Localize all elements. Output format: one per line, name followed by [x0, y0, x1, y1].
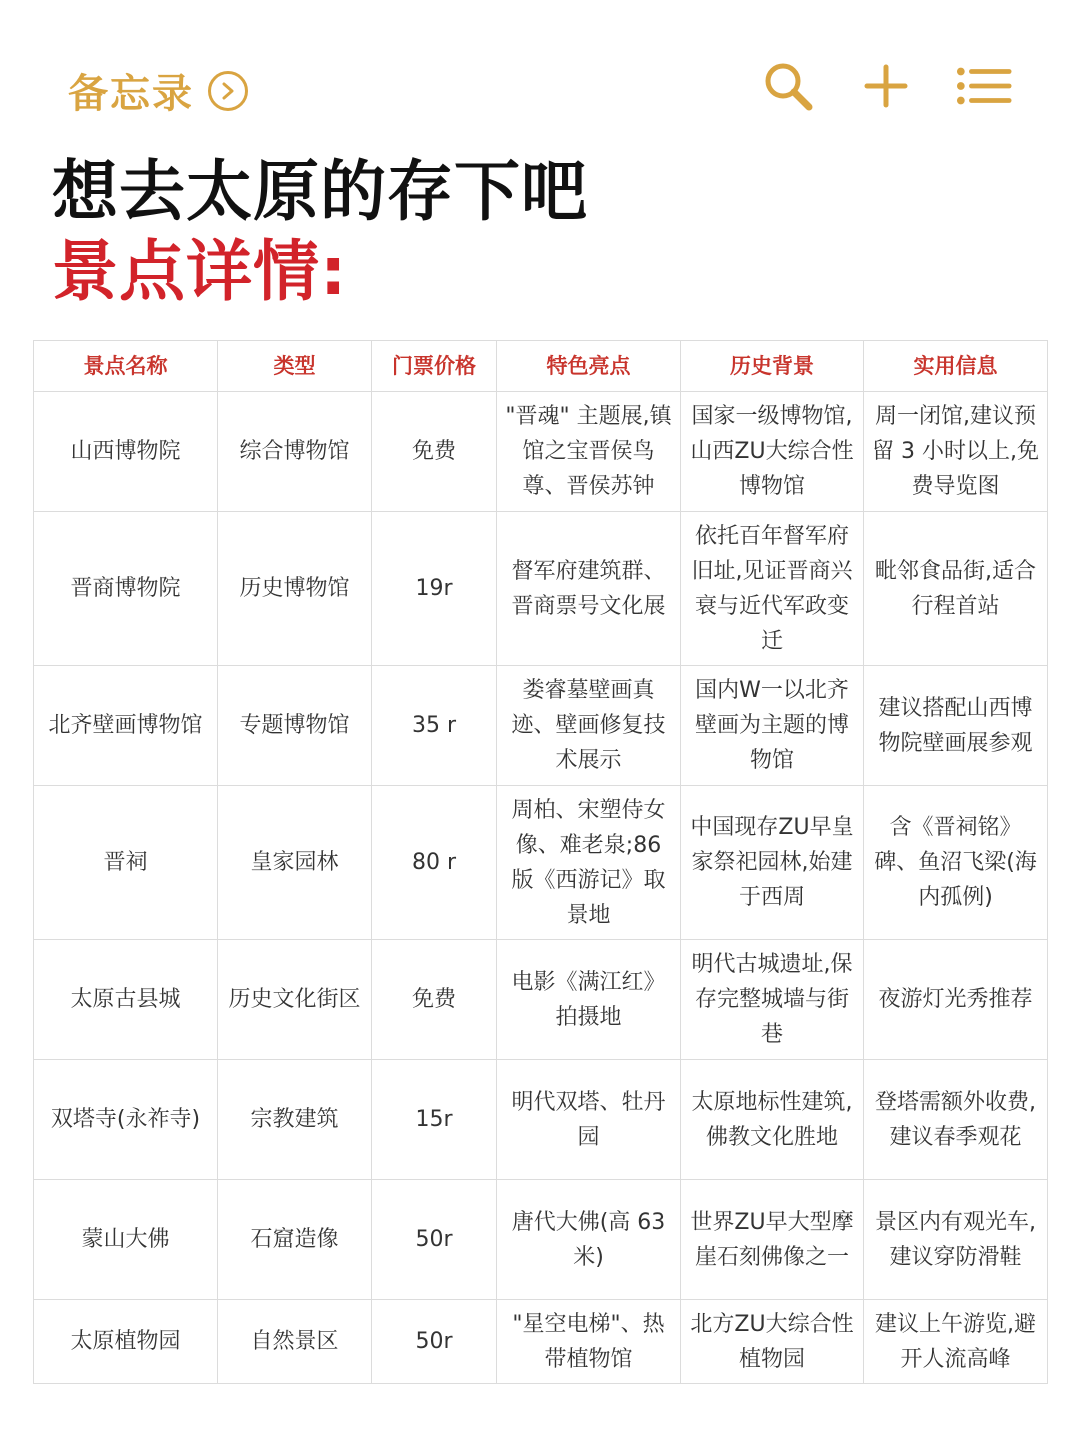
cell-history: 依托百年督军府旧址,见证晋商兴衰与近代军政变迁 [681, 512, 864, 666]
column-header: 类型 [218, 341, 372, 392]
cell-history: 北方ZU大综合性植物园 [681, 1300, 864, 1384]
cell-type: 综合博物馆 [218, 392, 372, 512]
cell-info: 建议搭配山西博物院壁画展参观 [864, 666, 1048, 786]
cell-price: 免费 [372, 940, 497, 1060]
cell-name: 晋商博物院 [34, 512, 218, 666]
chevron-right-icon [208, 71, 248, 111]
cell-info: 周一闭馆,建议预留 3 小时以上,免费导览图 [864, 392, 1048, 512]
cell-price: 35 r [372, 666, 497, 786]
cell-type: 皇家园林 [218, 786, 372, 940]
cell-feature: 督军府建筑群、晋商票号文化展 [497, 512, 681, 666]
cell-price: 19r [372, 512, 497, 666]
top-bar [0, 0, 1080, 130]
cell-name: 太原植物园 [34, 1300, 218, 1384]
cell-history: 太原地标性建筑,佛教文化胜地 [681, 1060, 864, 1180]
column-header: 历史背景 [681, 341, 864, 392]
cell-type: 历史文化街区 [218, 940, 372, 1060]
cell-price: 免费 [372, 392, 497, 512]
cell-history: 国内W一以北齐壁画为主题的博物馆 [681, 666, 864, 786]
attractions-table [33, 340, 1048, 1384]
cell-history: 世界ZU早大型摩崖石刻佛像之一 [681, 1180, 864, 1300]
table-row [34, 1060, 1048, 1180]
table-row [34, 666, 1048, 786]
table-row [34, 1300, 1048, 1384]
cell-type: 专题博物馆 [218, 666, 372, 786]
table-row [34, 786, 1048, 940]
cell-info: 景区内有观光车,建议穿防滑鞋 [864, 1180, 1048, 1300]
cell-history: 国家一级博物馆,山西ZU大综合性博物馆 [681, 392, 864, 512]
column-header: 景点名称 [34, 341, 218, 392]
cell-name: 蒙山大佛 [34, 1180, 218, 1300]
cell-type: 历史博物馆 [218, 512, 372, 666]
cell-price: 80 r [372, 786, 497, 940]
table-row [34, 512, 1048, 666]
back-button[interactable] [68, 62, 248, 119]
cell-name: 山西博物院 [34, 392, 218, 512]
cell-feature: 唐代大佛(高 63 米) [497, 1180, 681, 1300]
table-header-row [34, 341, 1048, 392]
toolbar-actions [760, 58, 1012, 114]
table-row [34, 392, 1048, 512]
cell-type: 自然景区 [218, 1300, 372, 1384]
cell-price: 50r [372, 1180, 497, 1300]
cell-feature: 周柏、宋塑侍女像、难老泉;86版《西游记》取景地 [497, 786, 681, 940]
cell-info: 含《晋祠铭》碑、鱼沼飞梁(海内孤例) [864, 786, 1048, 940]
cell-feature: 明代双塔、牡丹园 [497, 1060, 681, 1180]
back-label: 备忘录 [68, 71, 194, 117]
cell-type: 石窟造像 [218, 1180, 372, 1300]
cell-name: 太原古县城 [34, 940, 218, 1060]
cell-info: 建议上午游览,避开人流高峰 [864, 1300, 1048, 1384]
cell-info: 毗邻食品街,适合行程首站 [864, 512, 1048, 666]
cell-history: 明代古城遗址,保存完整城墙与街巷 [681, 940, 864, 1060]
cell-type: 宗教建筑 [218, 1060, 372, 1180]
table-row [34, 940, 1048, 1060]
cell-feature: "晋魂" 主题展,镇馆之宝晋侯鸟尊、晋侯苏钟 [497, 392, 681, 512]
cell-name: 双塔寺(永祚寺) [34, 1060, 218, 1180]
cell-feature: 娄睿墓壁画真迹、壁画修复技术展示 [497, 666, 681, 786]
cell-info: 登塔需额外收费,建议春季观花 [864, 1060, 1048, 1180]
column-header: 特色亮点 [497, 341, 681, 392]
column-header: 实用信息 [864, 341, 1048, 392]
cell-history: 中国现存ZU早皇家祭祀园林,始建于西周 [681, 786, 864, 940]
cell-feature: 电影《满江红》拍摄地 [497, 940, 681, 1060]
cell-name: 晋祠 [34, 786, 218, 940]
table-row [34, 1180, 1048, 1300]
cell-price: 50r [372, 1300, 497, 1384]
cell-feature: "星空电梯"、热带植物馆 [497, 1300, 681, 1384]
search-icon[interactable] [760, 58, 816, 114]
cell-info: 夜游灯光秀推荐 [864, 940, 1048, 1060]
cell-name: 北齐壁画博物馆 [34, 666, 218, 786]
plus-icon[interactable] [858, 58, 914, 114]
note-title: 想去太原的存下吧 [52, 153, 588, 230]
note-subtitle: 景点详情: [52, 233, 348, 310]
cell-price: 15r [372, 1060, 497, 1180]
list-icon[interactable] [956, 58, 1012, 114]
column-header: 门票价格 [372, 341, 497, 392]
